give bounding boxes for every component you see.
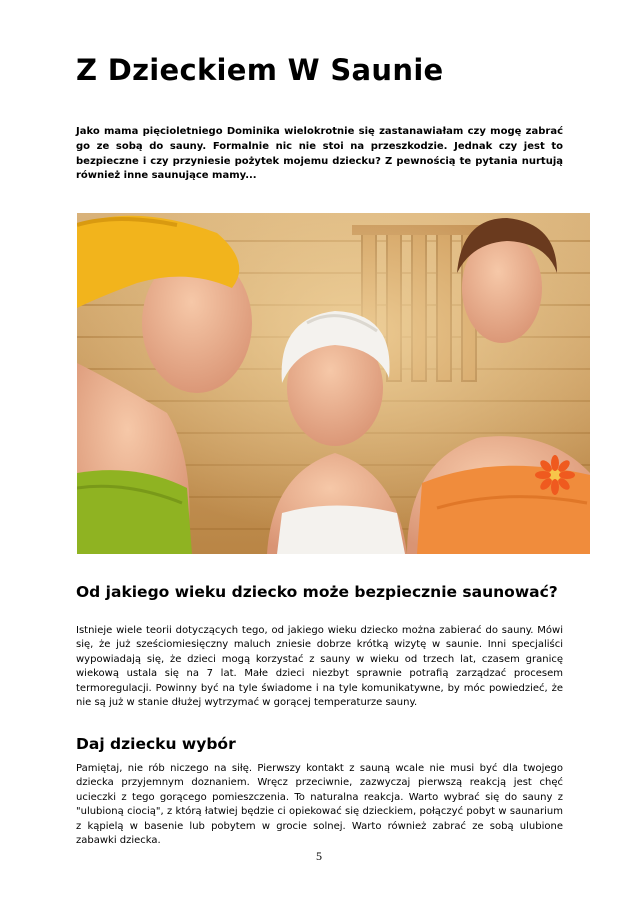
section-heading-choice: Daj dziecku wybór [76,735,236,753]
lead-paragraph: Jako mama pięcioletniego Dominika wielokrotnie się zastanawiałam czy mogę zabrać go ze sobą do sauny. Formalnie nic nie stoi na przeszkodzie. Jednak czy jest to bezpieczne i czy przyniesie pożytek mojemu dziecku? Z pewnością te pytania nurtują również inne saunujące mamy... [76,126,563,182]
sauna-photo [77,213,590,554]
sauna-photo-illustration [77,213,590,554]
section-heading-age: Od jakiego wieku dziecko może bezpiecznie saunować? [76,583,558,601]
section-text-age: Istnieje wiele teorii dotyczących tego, od jakiego wieku dziecko można zabierać do sauny. Mówi się, że już sześciomiesięczny maluch zniesie dobrze krótką wizytę w saunie. Inni specjaliści wypowiadają się, że dzieci mogą korzystać z sauny w wieku od trzech lat, czasem granicę wiekową ustala się na 7 lat. Małe dzieci niezbyt sprawnie potrafią zarządzać procesem termoregulacji. Powinny być na tyle świadome i na tyle komunikatywne, by móc powiedzieć, że nie są już w stanie dłużej wytrzymać w gorącej temperaturze sauny. [76,625,563,709]
page-title: Z Dzieckiem W Saunie [76,53,444,87]
section-text-choice: Pamiętaj, nie rób niczego na siłę. Pierwszy kontakt z sauną wcale nie musi być dla twojego dziecka przyjemnym doznaniem. Wręcz przeciwnie, zazwyczaj pierwszą reakcją jest chęć ucieczki z tego gorącego pomieszczenia. To naturalna reakcja. Warto wybrać się do sauny z "ulubioną ciocią", z którą łatwiej będzie ci opiekować się dzieckiem, połączyć pobyt w saunarium z kąpielą w basenie lub pobytem w grocie solnej. Warto również zabrać ze sobą ulubione zabawki dziecka. [76,763,563,847]
page-number: 5 [316,849,322,863]
